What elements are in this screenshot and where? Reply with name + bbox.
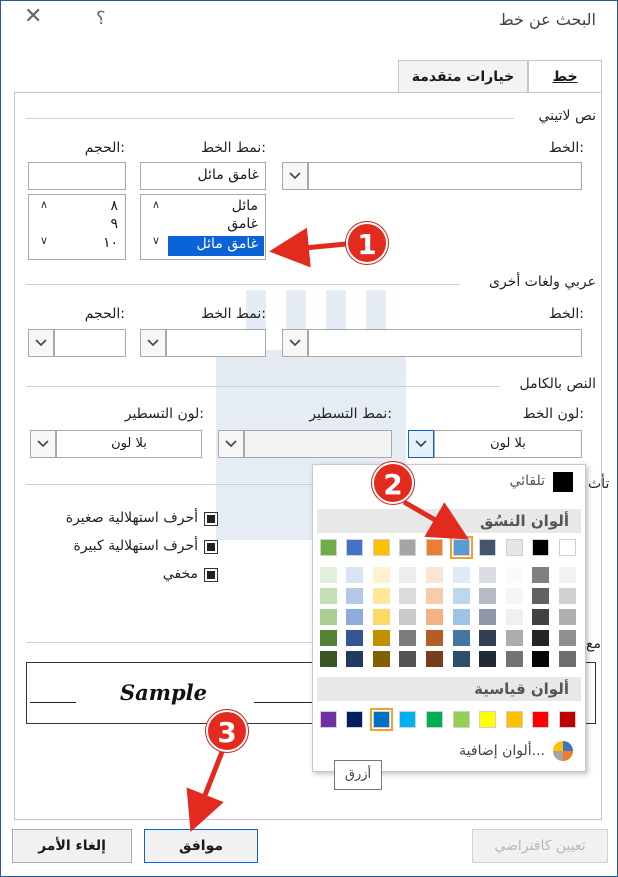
theme-color-swatch[interactable] bbox=[399, 539, 416, 556]
latin-group-line bbox=[26, 118, 514, 119]
cancel-button[interactable]: إلغاء الأمر bbox=[12, 829, 132, 863]
theme-shade-swatch[interactable] bbox=[506, 588, 523, 604]
theme-shade-swatch[interactable] bbox=[453, 567, 470, 583]
theme-shade-swatch[interactable] bbox=[373, 609, 390, 625]
theme-color-swatch[interactable] bbox=[426, 539, 443, 556]
all-caps-label: أحرف استهلالية كبيرة bbox=[73, 538, 198, 554]
chevron-down-icon bbox=[289, 172, 301, 180]
chevron-down-icon bbox=[289, 339, 301, 347]
theme-color-swatch[interactable] bbox=[373, 539, 390, 556]
complex-group-label: عربي ولغات أخرى bbox=[489, 274, 596, 290]
theme-shade-swatch[interactable] bbox=[399, 609, 416, 625]
style-scroll-down[interactable]: ∨ bbox=[151, 234, 161, 247]
preview-group-line bbox=[26, 642, 312, 643]
theme-colors-header: ألوان النسُق bbox=[317, 509, 581, 533]
small-caps-label: أحرف استهلالية صغيرة bbox=[65, 510, 198, 526]
theme-shade-swatch[interactable] bbox=[346, 567, 363, 583]
color-picker-popup bbox=[312, 464, 586, 772]
standard-color-swatch[interactable] bbox=[426, 711, 443, 728]
size-item[interactable]: ٨ bbox=[110, 198, 118, 214]
tab-advanced-label: خيارات متقدمة bbox=[411, 69, 515, 85]
underline-color-dropdown[interactable] bbox=[30, 430, 56, 458]
underline-style-label: نمط التسطير: bbox=[309, 406, 392, 422]
standard-color-swatch[interactable] bbox=[479, 711, 496, 728]
more-colors-link[interactable]: ألوان إضافية... bbox=[459, 743, 545, 759]
latin-size-input[interactable] bbox=[28, 162, 126, 190]
theme-color-swatch[interactable] bbox=[320, 539, 337, 556]
theme-shade-swatch[interactable] bbox=[559, 588, 576, 604]
font-color-dropdown[interactable] bbox=[408, 430, 434, 458]
standard-color-swatch[interactable] bbox=[532, 711, 549, 728]
size-scroll-up[interactable]: ∧ bbox=[39, 198, 49, 211]
preview-sample-text: Sample bbox=[120, 680, 208, 705]
theme-shade-swatch[interactable] bbox=[532, 651, 549, 667]
chevron-down-icon bbox=[147, 339, 159, 347]
latin-font-label: الخط: bbox=[548, 140, 584, 156]
theme-shade-swatch[interactable] bbox=[399, 567, 416, 583]
theme-shade-swatch[interactable] bbox=[453, 651, 470, 667]
theme-shade-swatch[interactable] bbox=[532, 588, 549, 604]
theme-shade-swatch[interactable] bbox=[346, 609, 363, 625]
standard-color-swatch[interactable] bbox=[453, 711, 470, 728]
set-default-button[interactable]: تعيين كافتراضي bbox=[472, 829, 608, 863]
theme-shade-swatch[interactable] bbox=[453, 588, 470, 604]
theme-shade-swatch[interactable] bbox=[426, 567, 443, 583]
theme-shade-swatch[interactable] bbox=[373, 630, 390, 646]
complex-font-label: الخط: bbox=[548, 306, 584, 322]
palette-icon bbox=[553, 741, 573, 761]
underline-color-select[interactable]: بلا لون bbox=[56, 430, 202, 458]
theme-color-swatch[interactable] bbox=[506, 539, 523, 556]
theme-shade-swatch[interactable] bbox=[426, 630, 443, 646]
underline-style-dropdown[interactable] bbox=[218, 430, 244, 458]
theme-shade-swatch[interactable] bbox=[532, 567, 549, 583]
theme-color-swatch[interactable] bbox=[453, 539, 470, 556]
title-bar bbox=[0, 0, 618, 44]
theme-shade-swatch[interactable] bbox=[479, 651, 496, 667]
theme-shade-swatch[interactable] bbox=[320, 630, 337, 646]
theme-shade-swatch[interactable] bbox=[320, 609, 337, 625]
theme-shade-swatch[interactable] bbox=[532, 609, 549, 625]
help-button[interactable]: ؟ bbox=[96, 8, 106, 29]
style-scroll-up[interactable]: ∧ bbox=[151, 198, 161, 211]
theme-shade-swatch[interactable] bbox=[559, 567, 576, 583]
preview-underline-right bbox=[254, 702, 312, 703]
theme-shade-swatch[interactable] bbox=[426, 609, 443, 625]
theme-shade-swatch[interactable] bbox=[399, 651, 416, 667]
hidden-checkbox[interactable] bbox=[204, 568, 218, 582]
preview-group-label: مع bbox=[586, 636, 601, 652]
theme-shade-swatch[interactable] bbox=[426, 651, 443, 667]
ok-button[interactable]: موافق bbox=[144, 829, 258, 863]
standard-colors-header: ألوان قياسية bbox=[317, 677, 581, 701]
tab-font-label: خط bbox=[552, 69, 578, 85]
complex-style-label: نمط الخط: bbox=[201, 306, 266, 322]
complex-size-input[interactable] bbox=[54, 329, 126, 357]
font-color-label: لون الخط: bbox=[522, 406, 584, 422]
underline-color-label: لون التسطير: bbox=[124, 406, 204, 422]
theme-shade-swatch[interactable] bbox=[453, 630, 470, 646]
theme-shade-swatch[interactable] bbox=[479, 567, 496, 583]
theme-shade-swatch[interactable] bbox=[320, 567, 337, 583]
chevron-down-icon bbox=[37, 440, 49, 448]
theme-shade-swatch[interactable] bbox=[479, 630, 496, 646]
style-item-bold[interactable]: غامق bbox=[227, 216, 258, 232]
theme-shade-swatch[interactable] bbox=[346, 588, 363, 604]
effects-group-line bbox=[26, 484, 312, 485]
standard-color-swatch[interactable] bbox=[373, 711, 390, 728]
tab-advanced[interactable] bbox=[398, 60, 528, 93]
complex-style-dropdown[interactable] bbox=[140, 329, 166, 357]
theme-shade-swatch[interactable] bbox=[506, 651, 523, 667]
style-item-bold-italic[interactable]: غامق مائل bbox=[168, 236, 264, 256]
theme-shade-swatch[interactable] bbox=[559, 609, 576, 625]
theme-color-swatch[interactable] bbox=[346, 539, 363, 556]
latin-font-dropdown[interactable] bbox=[282, 162, 308, 190]
all-caps-checkbox[interactable] bbox=[204, 540, 218, 554]
complex-group-line bbox=[26, 284, 460, 285]
theme-shade-swatch[interactable] bbox=[399, 588, 416, 604]
small-caps-checkbox[interactable] bbox=[204, 512, 218, 526]
theme-shade-swatch[interactable] bbox=[532, 630, 549, 646]
theme-shade-swatch[interactable] bbox=[479, 609, 496, 625]
callout-badge-1: 1 bbox=[346, 222, 388, 264]
standard-color-swatch[interactable] bbox=[346, 711, 363, 728]
latin-group-label: نص لاتيني bbox=[538, 108, 596, 124]
theme-shade-swatch[interactable] bbox=[373, 567, 390, 583]
theme-shade-swatch[interactable] bbox=[320, 651, 337, 667]
size-item[interactable]: ٩ bbox=[110, 216, 118, 232]
standard-color-swatch[interactable] bbox=[320, 711, 337, 728]
theme-shade-swatch[interactable] bbox=[479, 588, 496, 604]
theme-shade-swatch[interactable] bbox=[373, 588, 390, 604]
dialog-title: البحث عن خط bbox=[498, 10, 596, 29]
tab-font[interactable] bbox=[528, 60, 602, 94]
latin-style-label: نمط الخط: bbox=[201, 140, 266, 156]
standard-color-swatch[interactable] bbox=[399, 711, 416, 728]
theme-shade-swatch[interactable] bbox=[399, 630, 416, 646]
theme-shade-swatch[interactable] bbox=[506, 630, 523, 646]
theme-shade-swatch[interactable] bbox=[320, 588, 337, 604]
latin-font-input[interactable] bbox=[308, 162, 582, 190]
complex-size-label: الحجم: bbox=[84, 306, 125, 322]
theme-shade-swatch[interactable] bbox=[453, 609, 470, 625]
size-item[interactable]: ١٠ bbox=[102, 235, 118, 251]
callout-badge-2: 2 bbox=[372, 462, 414, 504]
theme-shade-swatch[interactable] bbox=[346, 651, 363, 667]
theme-shade-swatch[interactable] bbox=[373, 651, 390, 667]
standard-color-swatch[interactable] bbox=[506, 711, 523, 728]
complex-style-input[interactable] bbox=[166, 329, 266, 357]
style-item-italic[interactable]: مائل bbox=[231, 198, 258, 214]
complex-font-dropdown[interactable] bbox=[282, 329, 308, 357]
preview-underline-left bbox=[30, 702, 76, 703]
theme-shade-swatch[interactable] bbox=[426, 588, 443, 604]
size-scroll-down[interactable]: ∨ bbox=[39, 234, 49, 247]
chevron-down-icon bbox=[415, 440, 427, 448]
complex-size-dropdown[interactable] bbox=[28, 329, 54, 357]
theme-shade-swatch[interactable] bbox=[559, 651, 576, 667]
theme-color-swatch[interactable] bbox=[479, 539, 496, 556]
theme-color-swatch[interactable] bbox=[532, 539, 549, 556]
automatic-color-swatch[interactable] bbox=[553, 472, 573, 492]
close-button[interactable]: ✕ bbox=[24, 4, 43, 29]
chevron-down-icon bbox=[35, 339, 47, 347]
theme-shade-swatch[interactable] bbox=[559, 630, 576, 646]
hidden-label: مخفي bbox=[162, 566, 198, 582]
latin-size-label: الحجم: bbox=[84, 140, 125, 156]
theme-shade-swatch[interactable] bbox=[506, 609, 523, 625]
automatic-color-label[interactable]: تلقائي bbox=[509, 473, 545, 489]
font-color-select[interactable]: بلا لون bbox=[434, 430, 582, 458]
theme-shade-swatch[interactable] bbox=[346, 630, 363, 646]
latin-style-input[interactable]: غامق مائل bbox=[140, 162, 266, 190]
alltext-group-label: النص بالكامل bbox=[519, 376, 596, 392]
complex-font-input[interactable] bbox=[308, 329, 582, 357]
color-tooltip: أزرق bbox=[334, 760, 382, 790]
effects-group-label: تأث bbox=[588, 476, 610, 492]
chevron-down-icon bbox=[225, 440, 237, 448]
standard-color-swatch[interactable] bbox=[559, 711, 576, 728]
theme-shade-swatch[interactable] bbox=[506, 567, 523, 583]
callout-badge-3: 3 bbox=[206, 710, 248, 752]
alltext-group-line bbox=[26, 386, 500, 387]
underline-style-select[interactable] bbox=[244, 430, 392, 458]
theme-color-swatch[interactable] bbox=[559, 539, 576, 556]
